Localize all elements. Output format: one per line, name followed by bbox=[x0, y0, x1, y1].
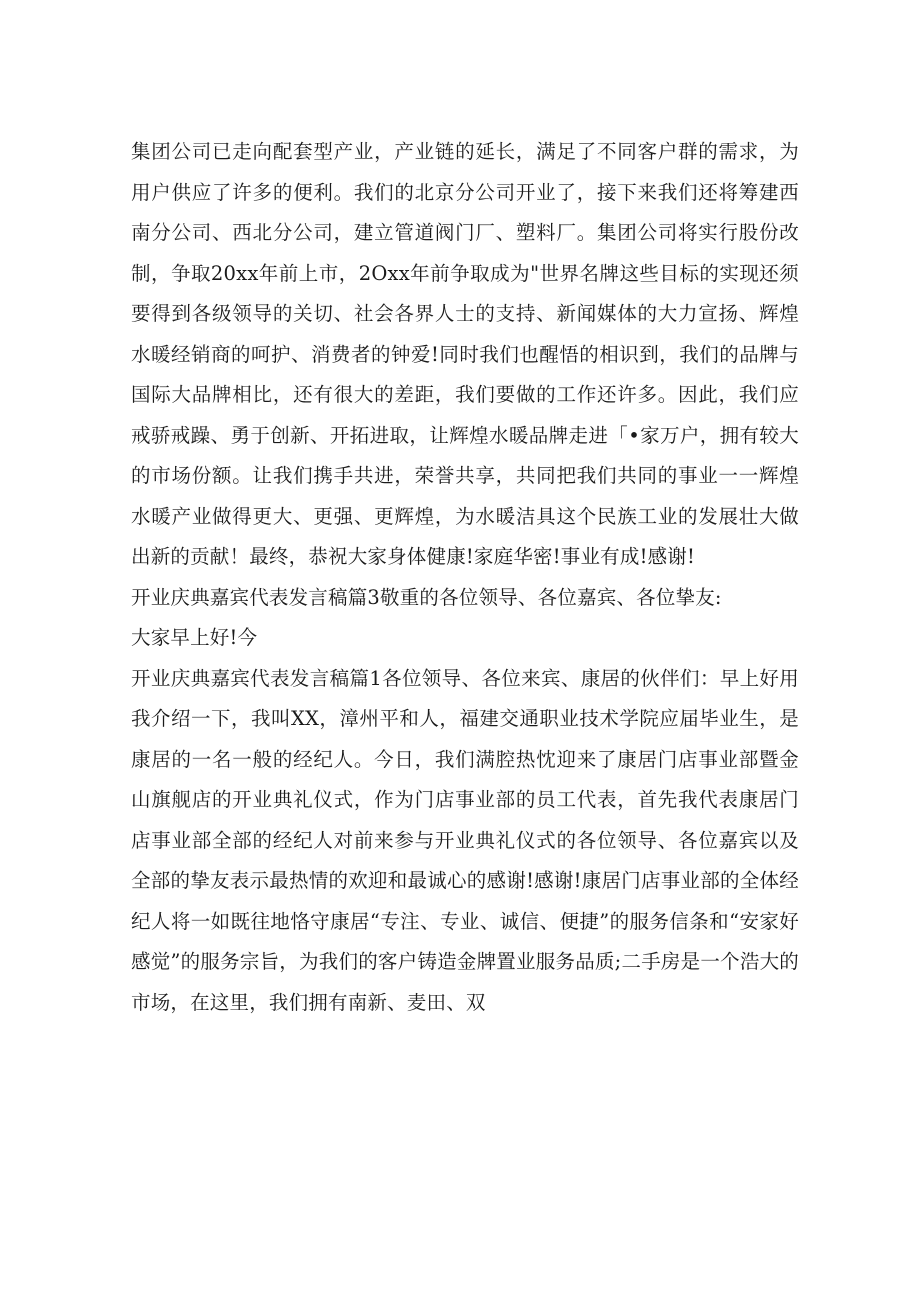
document-body bbox=[131, 132, 799, 1023]
paragraph-intro-continued: 集团公司已走向配套型产业，产业链的延长，满足了不同客户群的需求，为用户供应了许多的便利。我们的北京分公司开业了，接下来我们还将筹建西南分公司、西北分公司，建立管道阀门厂、塑料厂。集团公司将实行股份改制，争取20xx年前上市，2Oxx年前争取成为"世界名牌这些目标的实现还须要得到各级领导的关切、社会各界人士的支持、新闻媒体的大力宣扬、辉煌水暖经销商的呵护、消费者的钟爱!同时我们也醒悟的相识到，我们的品牌与国际大品牌相比，还有很大的差距，我们要做的工作还许多。因此，我们应戒骄戒躁、勇于创新、开拓进取，让辉煌水暖品牌走进「•家万户，拥有较大的市场份额。让我们携手共进，荣誉共享，共同把我们共同的事业一一辉煌水暖产业做得更大、更强、更辉煌，为水暖洁具这个民族工业的发展壮大做出新的贡献！最终，恭祝大家身体健康!家庭华密!事业有成!感谢! bbox=[131, 140, 799, 568]
paragraph-speech-1: 开业庆典嘉宾代表发言稿篇1各位领导、各位来宾、康居的伙伴们：早上好用我介绍一下，我叫XX，漳州平和人，福建交通职业技术学院应届毕业生，是康居的一名一般的经纪人。今日，我们满腔热忱迎来了康居门店事业部暨金山旗舰店的开业典礼仪式，作为门店事业部的员工代表，首先我代表康居门店事业部全部的经纪人对前来参与开业典礼仪式的各位领导、各位嘉宾以及全部的挚友表示最热情的欢迎和最诚心的感谢!感谢!康居门店事业部的全体经纪人将一如既往地恪守康居“专注、专业、诚信、便捷”的服务信条和“安家好感觉”的服务宗旨，为我们的客户铸造金牌置业服务品质;二手房是一个浩大的市场，在这里，我们拥有南新、麦田、双 bbox=[131, 666, 799, 1014]
paragraph-speech-3-heading: 开业庆典嘉宾代表发言稿篇3敬重的各位领导、各位嘉宾、各位挚友: bbox=[131, 585, 722, 609]
paragraph-greeting: 大家早上好!今 bbox=[131, 626, 258, 649]
